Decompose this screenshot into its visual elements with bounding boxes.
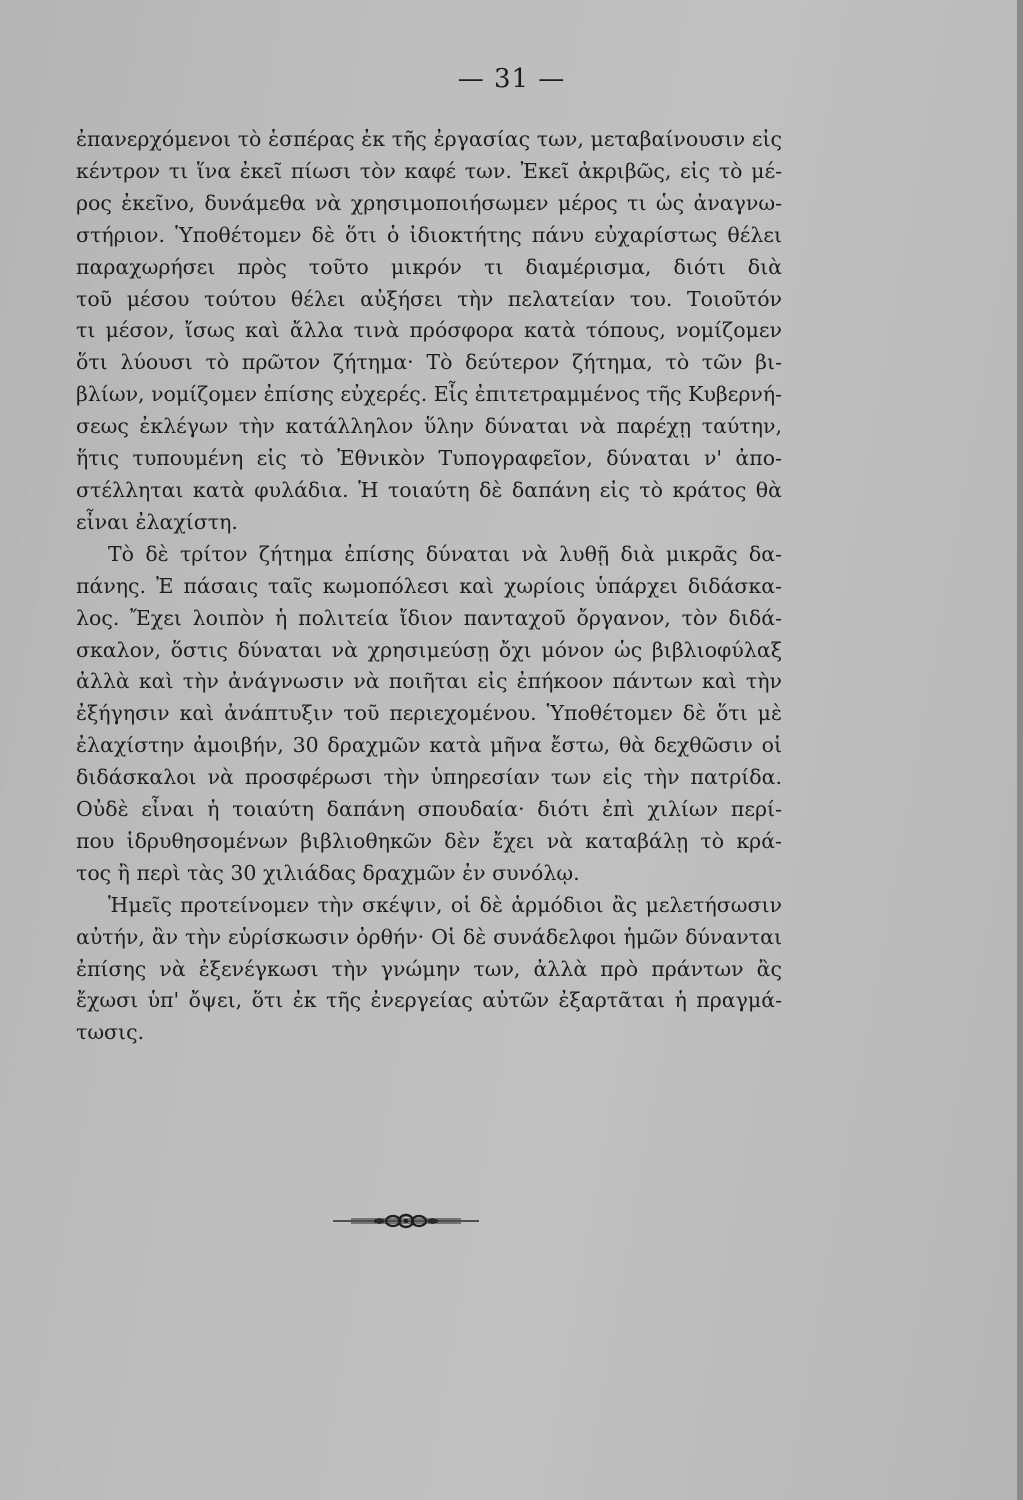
page-number: — 31 — (457, 64, 566, 94)
text-line: ἥτις τυπουμένη εἰς τὸ Ἐθνικὸν Τυπογραφεῖον, δύναται ν' ἀπο- (76, 446, 782, 471)
text-line: Τὸ δὲ τρίτον ζήτημα ἐπίσης δύναται νὰ λυθῇ διὰ μικρᾶς δα- (108, 541, 782, 566)
text-line: στήριον. Ὑποθέτομεν δὲ ὅτι ὁ ἰδιοκτήτης πάνυ εὐχαρίστως θέλει (76, 222, 782, 247)
text-line: τι μέσον, ἴσως καὶ ἄλλα τινὰ πρόσφορα κατὰ τόπους, νομίζομεν (76, 318, 782, 343)
text-line: σεως ἐκλέγων τὴν κατάλληλον ὕλην δύναται νὰ παρέχῃ ταύτην, (76, 414, 782, 439)
text-line: ὅτι λύουσι τὸ πρῶτον ζήτημα· Τὸ δεύτερον ζήτημα, τὸ τῶν βι- (76, 350, 782, 375)
text-line: ἐπανερχόμενοι τὸ ἑσπέρας ἐκ τῆς ἐργασίας των, μεταβαίνουσιν εἰς (76, 127, 782, 151)
body-text (76, 124, 782, 1049)
text-line: εἶναι ἐλαχίστη. (76, 509, 238, 534)
text-line: ἐπίσης νὰ ἐξενέγκωσι τὴν γνώμην των, ἀλλὰ πρὸ πράντων ἂς (76, 956, 782, 981)
text-line: ἐξήγησιν καὶ ἀνάπτυξιν τοῦ περιεχομένου. Ὑποθέτομεν δὲ ὅτι μὲ (76, 701, 782, 726)
paragraph (76, 539, 782, 890)
text-line: ἐλαχίστην ἀμοιβήν, 30 δραχμῶν κατὰ μῆνα ἔστω, θὰ δεχθῶσιν οἱ (76, 733, 782, 758)
text-line: στέλληται κατὰ φυλάδια. Ἡ τοιαύτη δὲ δαπάνη εἰς τὸ κράτος θὰ (76, 477, 782, 502)
text-line: διδάσκαλοι νὰ προσφέρωσι τὴν ὑπηρεσίαν των εἰς τὴν πατρίδα. (76, 765, 782, 790)
text-line: τοῦ μέσου τούτου θέλει αὐξήσει τὴν πελατείαν του. Τοιοῦτόν (76, 286, 782, 311)
text-line: ἀλλὰ καὶ τὴν ἀνάγνωσιν νὰ ποιῆται εἰς ἐπήκοον πάντων καὶ τὴν (76, 669, 782, 694)
paragraph (76, 124, 782, 539)
text-line: βλίων, νομίζομεν ἐπίσης εὐχερές. Εἷς ἐπιτετραμμένος τῆς Κυβερνή- (76, 382, 783, 407)
text-line: τος ἢ περὶ τὰς 30 χιλιάδας δραχμῶν ἐν συνόλῳ. (76, 860, 580, 885)
ornament-icon (333, 1212, 479, 1230)
text-line: Ἡμεῖς προτείνομεν τὴν σκέψιν, οἱ δὲ ἁρμόδιοι ἂς μελετήσωσιν (108, 892, 782, 917)
text-line: παραχωρήσει πρὸς τοῦτο μικρόν τι διαμέρισμα, διότι διὰ (76, 254, 782, 279)
text-line: πάνης. Ἐ πάσαις ταῖς κωμοπόλεσι καὶ χωρίοις ὑπάρχει διδάσκα- (76, 573, 782, 598)
text-line: σκαλον, ὅστις δύναται νὰ χρησιμεύσῃ ὄχι μόνον ὡς βιβλιοφύλαξ (76, 637, 782, 662)
text-line: που ἱδρυθησομένων βιβλιοθηκῶν δὲν ἔχει νὰ καταβάλῃ τὸ κρά- (76, 828, 782, 853)
text-line: κέντρον τι ἵνα ἐκεῖ πίωσι τὸν καφέ των. Ἐκεῖ ἀκριβῶς, εἰς τὸ μέ- (76, 158, 782, 183)
text-line: ρος ἐκεῖνο, δυνάμεθα νὰ χρησιμοποιήσωμεν μέρος τι ὡς ἀναγνω- (76, 190, 782, 215)
text-line: Οὐδὲ εἶναι ἡ τοιαύτη δαπάνη σπουδαία· διότι ἐπὶ χιλίων περί- (76, 797, 782, 822)
page-edge-shadow (1017, 0, 1023, 1500)
text-line: λος. Ἔχει λοιπὸν ἡ πολιτεία ἴδιον πανταχοῦ ὄργανον, τὸν διδά- (76, 605, 782, 630)
text-line: ἔχωσι ὑπ' ὄψει, ὅτι ἐκ τῆς ἐνεργείας αὐτῶν ἐξαρτᾶται ἡ πραγμά- (76, 988, 782, 1013)
paragraph (76, 890, 782, 1050)
text-line: αὐτήν, ἂν τὴν εὑρίσκωσιν ὀρθήν· Οἱ δὲ συνάδελφοι ἡμῶν δύνανται (76, 924, 782, 949)
text-line: τωσις. (76, 1020, 145, 1045)
